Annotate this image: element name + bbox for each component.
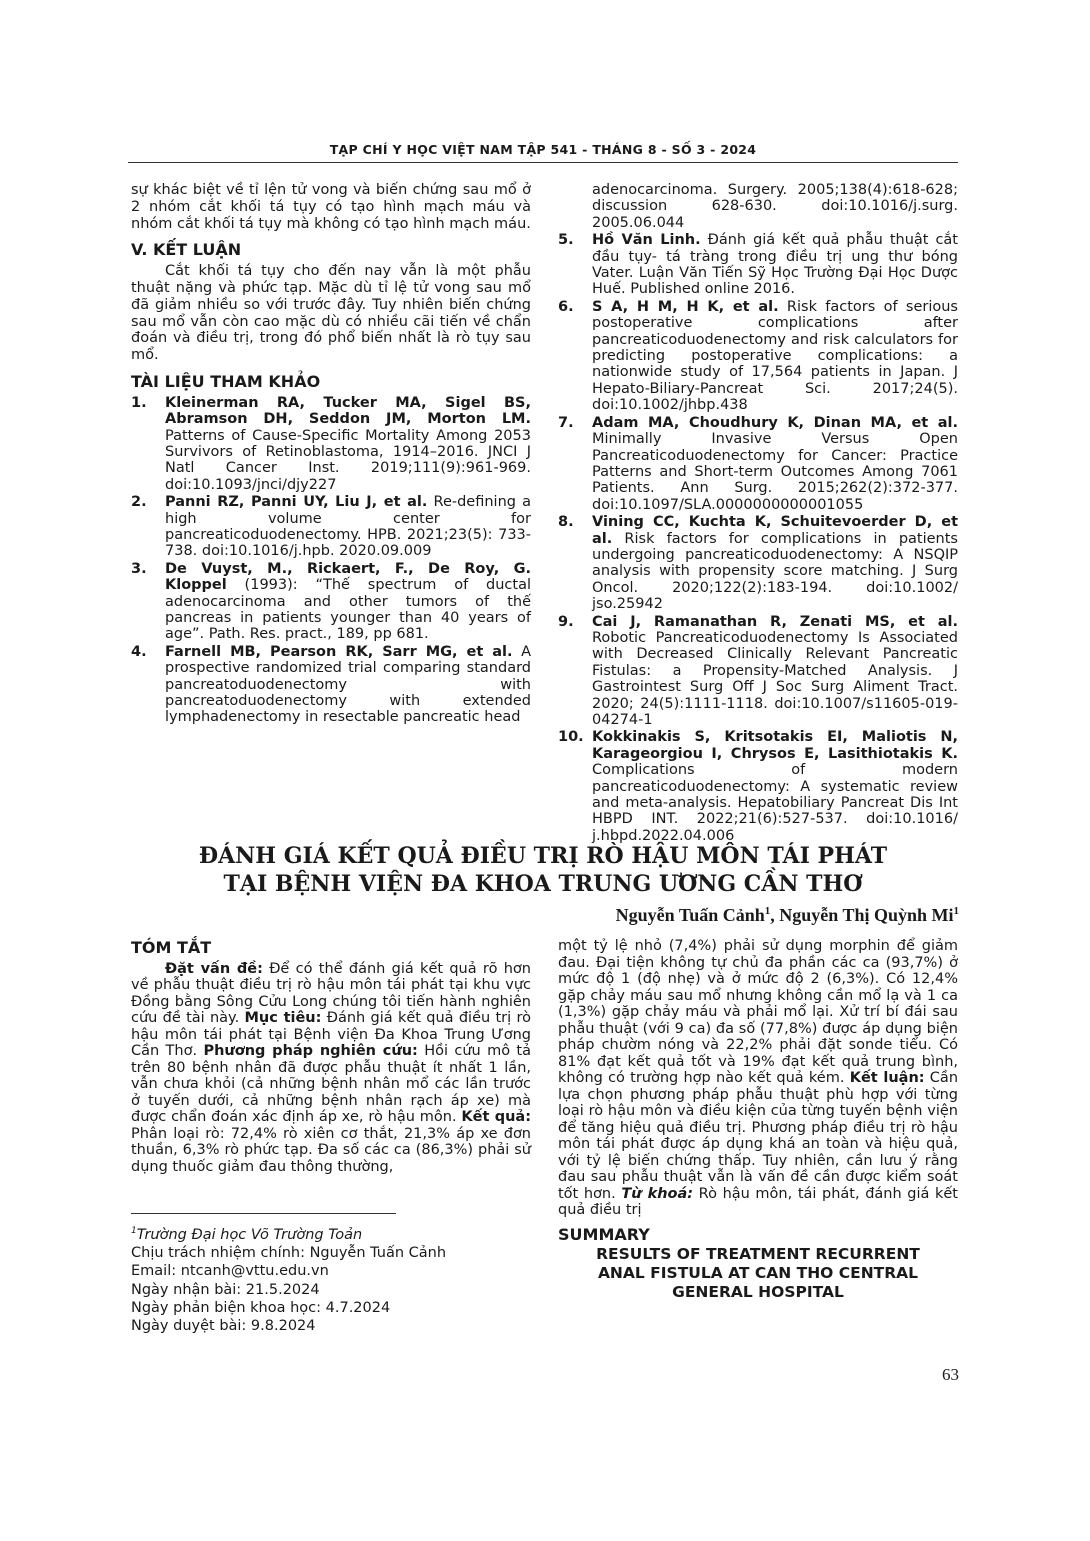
abstract-text: Cần lựa chọn phương pháp phẫu thuật phù hợp với từng loại rò hậu môn và điều kiện của từng tuyến bệnh viện để tăng hiệu quả điều trị. Phương pháp điều trị rò hậu môn tái phát được áp dụng khá an toàn và hiệu quả, với tỷ lệ biến chứng thấp. Tuy nhiên, cần lưu ý rằng đau sau phẫu thuật vẫn là vấn đề cần được kiểm soát tốt hơn. — [558, 1070, 959, 1202]
reference-number: 6. — [558, 298, 574, 315]
reference-authors: Adam MA, Choudhury K, Dinan MA, et al. — [592, 414, 958, 431]
discussion-paragraph-end: sự khác biệt về tỉ lện tử vong và biến chứng sau mổ ở 2 nhóm cắt khối tá tụy có tạo hình mạch máu và nhóm cắt khối tá tụy mà không có tạo hình mạch máu. — [131, 182, 531, 232]
article-authors — [616, 905, 959, 926]
abstract-paragraph — [131, 961, 531, 1176]
reference-authors: Farnell MB, Pearson RK, Sarr MG, et al. — [165, 643, 513, 660]
footnote-responsible: Chịu trách nhiệm chính: Nguyễn Tuấn Cảnh — [131, 1245, 447, 1262]
summary-heading: SUMMARY — [558, 1224, 650, 1244]
abstract-text: Hồi cứu mô tả trên 80 bệnh nhân đã được phẫu thuật ít nhất 1 lần, vẫn chưa khỏi (cả những bệnh nhân mổ các lần trước ở tuyến dưới, cả những bệnh nhân rạch áp xe) mà được chẩn đoán xác định áp xe, rò hậu môn. — [131, 1043, 531, 1126]
abstract-right — [558, 938, 958, 1302]
reference-item — [131, 395, 531, 493]
abstract-text: Phân loại rò: 72,4% rò xiên cơ thắt, 21,3% áp xe đơn thuần, 6,3% rò phức tạp. Đa số các ca (86,3%) phải sử dụng thuốc giảm đau thông thường, — [131, 1125, 531, 1175]
reference-item — [558, 415, 958, 513]
reference-number: 1. — [131, 394, 147, 411]
reference-text: Patterns of Cause-Specific Mortality Among 2053 Survivors of Retinoblastoma, 1914–2016. JNCI J Natl Cancer Inst. 2019;111(9):961-969. doi:10.1093/jnci/djy227 — [165, 427, 531, 493]
journal-header: TẠP CHÍ Y HỌC VIỆT NAM TẬP 541 - THÁNG 8 - SỐ 3 - 2024 — [329, 142, 757, 157]
abstract-label: Kết quả: — [461, 1109, 531, 1126]
reference-number: 9. — [558, 613, 574, 630]
footnote-approved: Ngày duyệt bài: 9.8.2024 — [131, 1318, 316, 1335]
author-name: Nguyễn Tuấn Cảnh — [615, 905, 765, 925]
abstract-text: một tỷ lệ nhỏ (7,4%) phải sử dụng morphin để giảm đau. Đại tiện không tự chủ đa phần các ca (93,7%) ở mức độ 1 (độ nhẹ) và ở mức độ 2 (6,3%). Có 12,4% gặp chảy máu sau mổ nhưng không cần mổ lạ và 1 ca (1,3%) gặp chảy máu và phải mổ lại. Xử trí bí đái sau phẫu thuật (với 9 ca) đa số (77,8%) được áp dụng biện pháp chườm nóng và 22,2% phải đặt sonde tiểu. Có 81% đạt kết quả tốt và 19% đạt kết quả trung bình, không có trường hợp nào kết quả kém. — [558, 938, 958, 1086]
keywords-label: Từ khoá: — [621, 1185, 694, 1202]
abstract-label: Mục tiêu: — [244, 1010, 322, 1027]
reference-number: 10. — [558, 729, 584, 746]
page-number: 63 — [942, 1365, 959, 1384]
reference-item — [131, 494, 531, 560]
abstract-left — [131, 940, 531, 1175]
reference-authors: Hồ Văn Linh. — [592, 232, 701, 249]
reference-text: Đánh giá kết quả phẫu thuật cắt đầu tụy- tá tràng trong điều trị ung thư bóng Vater. Luận Văn Tiến Sỹ Học Trường Đại Học Dược Huế. Published online 2016. — [592, 232, 958, 298]
reference-authors: De Vuyst, M., Rickaert, F., De Roy, G. Kloppel — [165, 560, 531, 594]
keywords-text: Rò hậu môn, tái phát, đánh giá kết quả điều trị — [558, 1185, 958, 1218]
reference-text: Risk factors of serious postoperative complications after pancreaticoduodenectomy and risk calculators for predicting postoperative complications: a nationwide study of 17,564 patients in Japan. J Hepato-Biliary-Pancreat Sci. 2017;24(5). doi:10.1002/jhbp.438 — [592, 298, 958, 414]
author-name: Nguyễn Thị Quỳnh Mi — [779, 905, 954, 925]
reference-number: 3. — [131, 560, 147, 577]
reference-item — [131, 644, 531, 726]
reference-item — [558, 232, 958, 298]
reference-item — [558, 614, 958, 729]
conclusion-heading: V. KẾT LUẬN — [131, 240, 242, 260]
summary-title-line: GENERAL HOSPITAL — [672, 1283, 844, 1302]
reference-item — [558, 514, 958, 612]
reference-text: Complications of modern pancreaticoduodenectomy: A systematic review and meta-analysis. Hepatobiliary Pancreat Dis Int HBPD INT. 2022;21(6):527-537. doi:10.1016/ j.hbpd.2022.04.006 — [592, 762, 958, 844]
article-title-line: ĐÁNH GIÁ KẾT QUẢ ĐIỀU TRỊ RÒ HẬU MÔN TÁI PHÁT — [198, 843, 888, 869]
summary-title-line: ANAL FISTULA AT CAN THO CENTRAL — [597, 1264, 919, 1283]
footnote-affiliation — [131, 1222, 531, 1244]
reference-authors: Kleinerman RA, Tucker MA, Sigel BS, Abramson DH, Seddon JM, Morton LM. — [165, 394, 531, 428]
reference-number: 4. — [131, 643, 147, 660]
reference-number: 5. — [558, 232, 574, 249]
affiliation-mark: 1 — [131, 1226, 137, 1236]
reference-item-continued — [558, 182, 958, 231]
summary-title — [558, 1245, 958, 1302]
reference-item — [558, 299, 958, 414]
reference-authors: Kokkinakis S, Kritsotakis EI, Maliotis N, Karageorgiou I, Chrysos E, Lasithiotakis K. — [592, 729, 958, 762]
reference-text: (1993): “Thế spectrum of ductal adenocarcinoma and other tumors of thế pancreas in patients younger than 40 years of age”. Path. Res. pract., 189, pp 681. — [165, 577, 531, 643]
abstract-label: Phương pháp nghiên cứu: — [203, 1043, 418, 1060]
footnote — [131, 1222, 531, 1336]
reference-text: Re-defining a high volume center for pancreaticoduodenectomy. HPB. 2021;23(5): 733-738. doi:10.1016/j.hpb. 2020.09.009 — [165, 494, 531, 560]
footnote-reviewed: Ngày phản biện khoa học: 4.7.2024 — [131, 1300, 391, 1317]
references-heading: TÀI LIỆU THAM KHẢO — [131, 371, 321, 391]
reference-number: 8. — [558, 514, 574, 531]
abstract-label: Kết luận: — [849, 1070, 925, 1086]
reference-authors: S A, H M, H K, et al. — [592, 298, 779, 315]
reference-item — [131, 561, 531, 643]
right-column-top — [558, 182, 958, 845]
abstract-heading: TÓM TẮT — [131, 938, 212, 957]
reference-text: Robotic Pancreaticoduodenectomy Is Associated with Decreased Clinically Relevant Pancreatic Fistulas: a Propensity-Matched Analysis. J Gastrointest Surg Off J Soc Surg Aliment Tract. 2020; 24(5):1111-1118. doi:10.1007/s11605-019-04274-1 — [592, 629, 958, 728]
reference-text: A prospective randomized trial comparing standard pancreatoduodenectomy with pancreatoduodenectomy with extended lymphadenectomy in resectable pancreatic head — [165, 643, 531, 726]
reference-text: Risk factors for complications in patients undergoing pancreaticoduodenectomy: A NSQIP analysis with propensity score matching. J Surg Oncol. 2020;122(2):183-194. doi:10.1002/ jso.25942 — [592, 530, 958, 613]
abstract-text: Đánh giá kết quả điều trị rò hậu môn tái phát tại Bệnh viện Đa Khoa Trung Ương Cần Thơ. — [131, 1010, 531, 1060]
abstract-text: Để có thể đánh giá kết quả rõ hơn về phẫu thuật điều trị rò hậu môn tái phát tại khu vực Đồng bằng Sông Cửu Long chúng tôi tiến hành nghiên cứu đề tài này. — [131, 960, 531, 1027]
footnote-received: Ngày nhận bài: 21.5.2024 — [131, 1281, 320, 1298]
reference-text: adenocarcinoma. Surgery. 2005;138(4):618-628; discussion 628-630. doi:10.1016/j.surg. 2005.06.044 — [592, 182, 958, 231]
conclusion-paragraph: Cắt khối tá tụy cho đến nay vẫn là một phẫu thuật nặng và phức tạp. Mặc dù tỉ lệ tử vong sau mổ đã giảm nhiều so với trước đây. Tuy nhiên biến chứng sau mổ vẫn còn cao mặc dù có nhiều cãi tiến về chẩn đoán và điều trị, trong đó phổ biến nhất là rò tụy sau mổ. — [131, 263, 531, 364]
article-title-line: TẠI BỆNH VIỆN ĐA KHOA TRUNG ƯƠNG CẦN THƠ — [223, 871, 863, 897]
header-divider — [128, 162, 958, 163]
reference-text: Minimally Invasive Versus Open Pancreaticoduodenectomy for Cancer: Practice Patterns and Short-term Outcomes Among 7061 Patients. Ann Surg. 2015;262(2):372-377. doi:10.1097/SLA.0000000000001055 — [592, 431, 958, 513]
reference-authors: Cai J, Ramanathan R, Zenati MS, et al. — [592, 613, 958, 630]
reference-number: 7. — [558, 414, 574, 431]
reference-number: 2. — [131, 494, 147, 511]
footnote-email: Email: ntcanh@vttu.edu.vn — [131, 1263, 329, 1280]
author-affiliation-mark: 1 — [764, 905, 771, 917]
reference-authors: Vining CC, Kuchta K, Schuitevoerder D, et al. — [592, 514, 958, 547]
footnote-divider — [131, 1213, 396, 1214]
author-separator: , — [770, 905, 780, 925]
abstract-label: Đặt vấn đề: — [165, 960, 263, 977]
left-column-top — [131, 182, 531, 727]
reference-item — [558, 729, 958, 844]
abstract-paragraph-continued — [558, 938, 958, 1219]
affiliation-text: Trường Đại học Võ Trường Toản — [136, 1226, 363, 1243]
reference-authors: Panni RZ, Panni UY, Liu J, et al. — [165, 494, 428, 511]
article-title — [128, 842, 958, 898]
summary-title-line: RESULTS OF TREATMENT RECURRENT — [596, 1245, 920, 1264]
author-affiliation-mark: 1 — [953, 905, 959, 917]
